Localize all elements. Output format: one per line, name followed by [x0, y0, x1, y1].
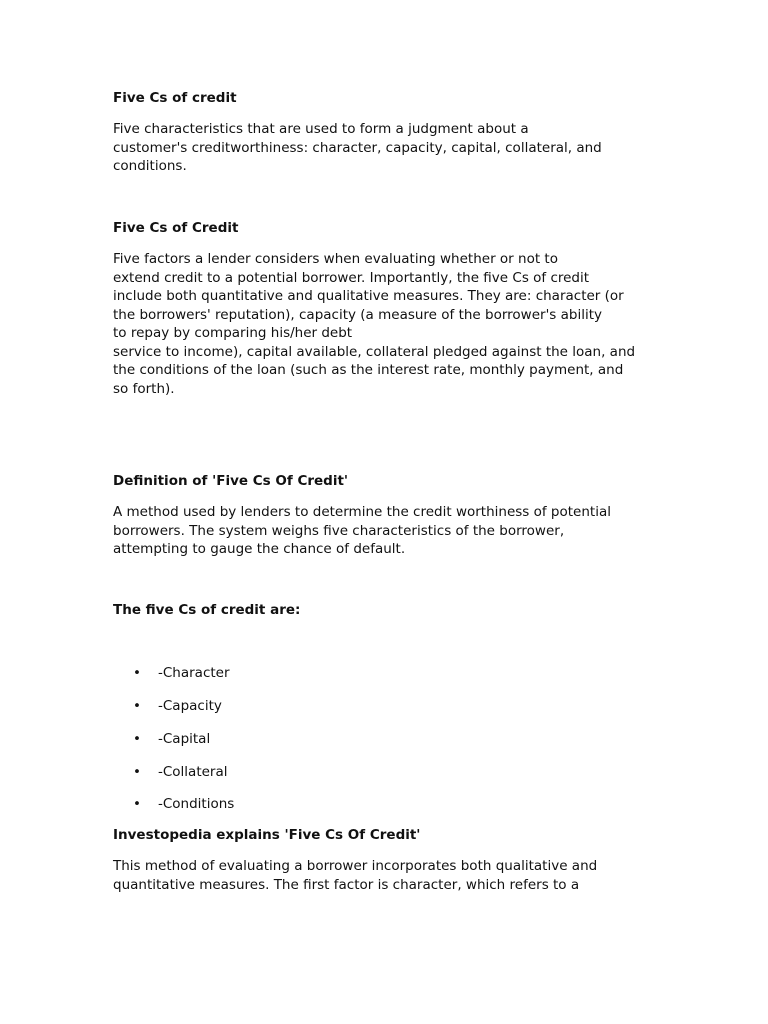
bullet-icon: •: [133, 764, 141, 780]
paragraph-definition: [113, 503, 611, 559]
paragraph-five-factors: [113, 250, 635, 398]
paragraph-line: customer's creditworthiness: character, capacity, capital, collateral, and: [113, 139, 602, 156]
paragraph-line: conditions.: [113, 158, 187, 174]
bullet-icon: •: [133, 665, 141, 681]
paragraph-line: attempting to gauge the chance of default.: [113, 541, 406, 557]
paragraph-five-characteristics: [113, 120, 602, 176]
paragraph-line: the conditions of the loan (such as the interest rate, monthly payment, and: [113, 362, 624, 378]
paragraph-line: borrowers. The system weighs five characteristics of the borrower,: [113, 522, 565, 539]
paragraph-line: quantitative measures. The first factor is character, which refers to a: [113, 876, 580, 893]
paragraph-line: service to income), capital available, collateral pledged against the loan, and: [113, 343, 636, 360]
paragraph-line: so forth).: [113, 380, 175, 397]
paragraph-line: Five factors a lender considers when evaluating whether or not to: [113, 251, 558, 267]
paragraph-line: the borrowers' reputation), capacity (a measure of the borrower's ability: [113, 306, 602, 323]
list-item-label: -Capital: [158, 731, 211, 747]
paragraph-line: to repay by comparing his/her debt: [113, 325, 353, 341]
heading-five-cs-of-credit-2: Five Cs of Credit: [113, 220, 239, 236]
heading-five-cs-of-credit: Five Cs of credit: [113, 90, 237, 106]
paragraph-line: Five characteristics that are used to form a judgment about a: [113, 121, 529, 137]
list-item-label: -Capacity: [158, 698, 222, 714]
paragraph-line: extend credit to a potential borrower. Importantly, the five Cs of credit: [113, 269, 590, 286]
paragraph-line: include both quantitative and qualitative measures. They are: character (or: [113, 288, 624, 304]
list-item-label: -Collateral: [158, 764, 228, 780]
paragraph-line: This method of evaluating a borrower incorporates both qualitative and: [113, 858, 598, 874]
heading-definition: Definition of 'Five Cs Of Credit': [113, 473, 349, 489]
list-item-label: -Character: [158, 665, 230, 681]
heading-five-cs-list-intro: The five Cs of credit are:: [113, 602, 301, 618]
bullet-icon: •: [133, 796, 141, 812]
list-item-label: -Conditions: [158, 796, 235, 812]
heading-investopedia-explains: Investopedia explains 'Five Cs Of Credit': [113, 827, 421, 843]
paragraph-investopedia: [113, 857, 597, 894]
bullet-icon: •: [133, 698, 141, 714]
paragraph-line: A method used by lenders to determine the credit worthiness of potential: [113, 504, 611, 520]
bullet-icon: •: [133, 731, 141, 747]
